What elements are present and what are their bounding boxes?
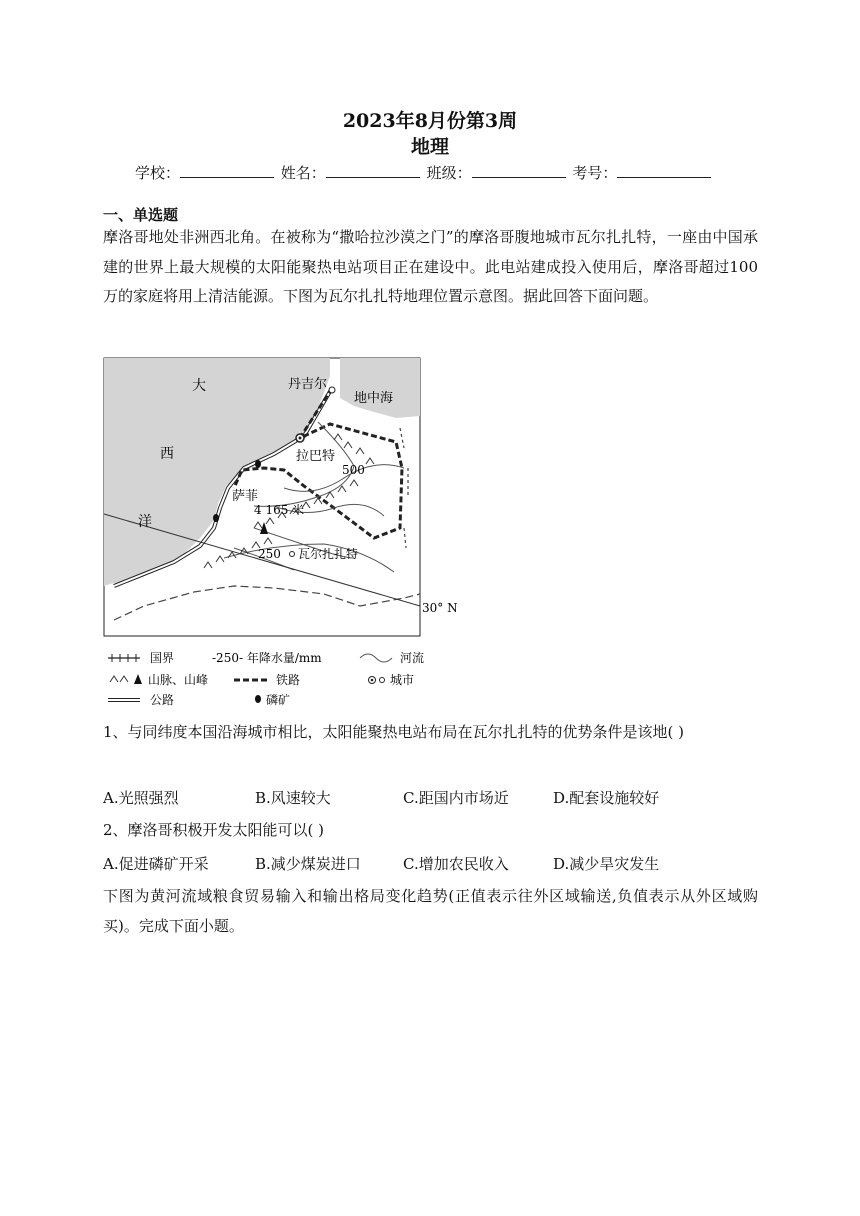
name-label: 姓名：	[280, 164, 326, 182]
label-isohyet-250: 250	[258, 547, 281, 561]
name-blank	[326, 163, 420, 178]
q2-option-c[interactable]: C.增加农民收入	[403, 855, 509, 873]
school-label: 学校：	[135, 164, 181, 182]
label-tangier: 丹吉尔	[288, 377, 328, 392]
q2-option-d[interactable]: D.减少旱灾发生	[553, 855, 660, 873]
label-sea: 地中海	[354, 391, 394, 406]
exam-number-blank	[617, 163, 711, 178]
map-legend	[108, 650, 424, 707]
city-tangier-marker	[329, 387, 335, 393]
q2-option-b[interactable]: B.减少煤炭进口	[255, 855, 361, 873]
city-ouarzazate-marker	[290, 552, 295, 557]
label-safi: 萨菲	[232, 489, 259, 504]
question-2-options	[103, 853, 763, 875]
phosphate-mine-2	[213, 514, 219, 522]
legend-railway: 铁路	[276, 673, 301, 687]
question-1-options	[103, 787, 763, 809]
paper-subject: 地理	[410, 136, 449, 158]
legend-rainfall: -250- 年降水量/mm	[212, 651, 322, 665]
student-info-line	[135, 162, 713, 183]
label-ouarzazate: 瓦尔扎扎特	[298, 547, 359, 561]
passage-yellow-river: 下图为黄河流域粮食贸易输入和输出格局变化趋势(正值表示往外区域输送,负值表示从外区域购买)。完成下面小题。	[103, 887, 758, 935]
label-latitude: 30° N	[422, 601, 458, 615]
q1-option-a[interactable]: A.光照强烈	[103, 789, 179, 807]
ouarzazate-location-map	[104, 358, 460, 707]
phosphate-mine-1	[255, 460, 261, 468]
label-rabat: 拉巴特	[296, 449, 336, 464]
legend-river: 河流	[400, 651, 425, 665]
label-isohyet-500: 500	[342, 463, 365, 477]
label-ocean-1: 大	[192, 378, 206, 394]
q2-option-a[interactable]: A.促进磷矿开采	[103, 855, 209, 873]
question-1-stem: 1、与同纬度本国沿海城市相比，太阳能聚热电站布局在瓦尔扎扎特的优势条件是该地( )	[103, 723, 685, 741]
legend-phosphate: 磷矿	[266, 693, 291, 707]
label-ocean-2: 西	[160, 446, 174, 462]
label-peak: 4 165 米	[254, 503, 305, 517]
exam-number-label: 考号：	[572, 164, 618, 182]
section-title: 一、单选题	[103, 206, 179, 224]
class-label: 班级：	[426, 164, 472, 182]
passage-morocco: 摩洛哥地处非洲西北角。在被称为“撒哈拉沙漠之门”的摩洛哥腹地城市瓦尔扎扎特，一座由中国承建的世界上最大规模的太阳能聚热电站项目正在建设中。此电站建成投入使用后，摩洛哥超过100万的家庭将用上清洁能源。下图为瓦尔扎扎特地理位置示意图。据此回答下面问题。	[103, 228, 758, 305]
school-blank	[180, 163, 274, 178]
legend-city: 城市	[390, 673, 415, 687]
class-blank	[472, 163, 566, 178]
label-ocean-3: 洋	[138, 514, 152, 530]
q1-option-b[interactable]: B.风速较大	[255, 789, 331, 807]
paper-title: 2023年8月份第3周	[342, 110, 518, 132]
legend-border: 国界	[150, 651, 175, 665]
q1-option-d[interactable]: D.配套设施较好	[553, 789, 660, 807]
question-2-stem: 2、摩洛哥积极开发太阳能可以( )	[103, 821, 325, 839]
q1-option-c[interactable]: C.距国内市场近	[403, 789, 509, 807]
legend-road: 公路	[150, 693, 175, 707]
legend-mountain: 山脉、山峰	[148, 673, 209, 687]
